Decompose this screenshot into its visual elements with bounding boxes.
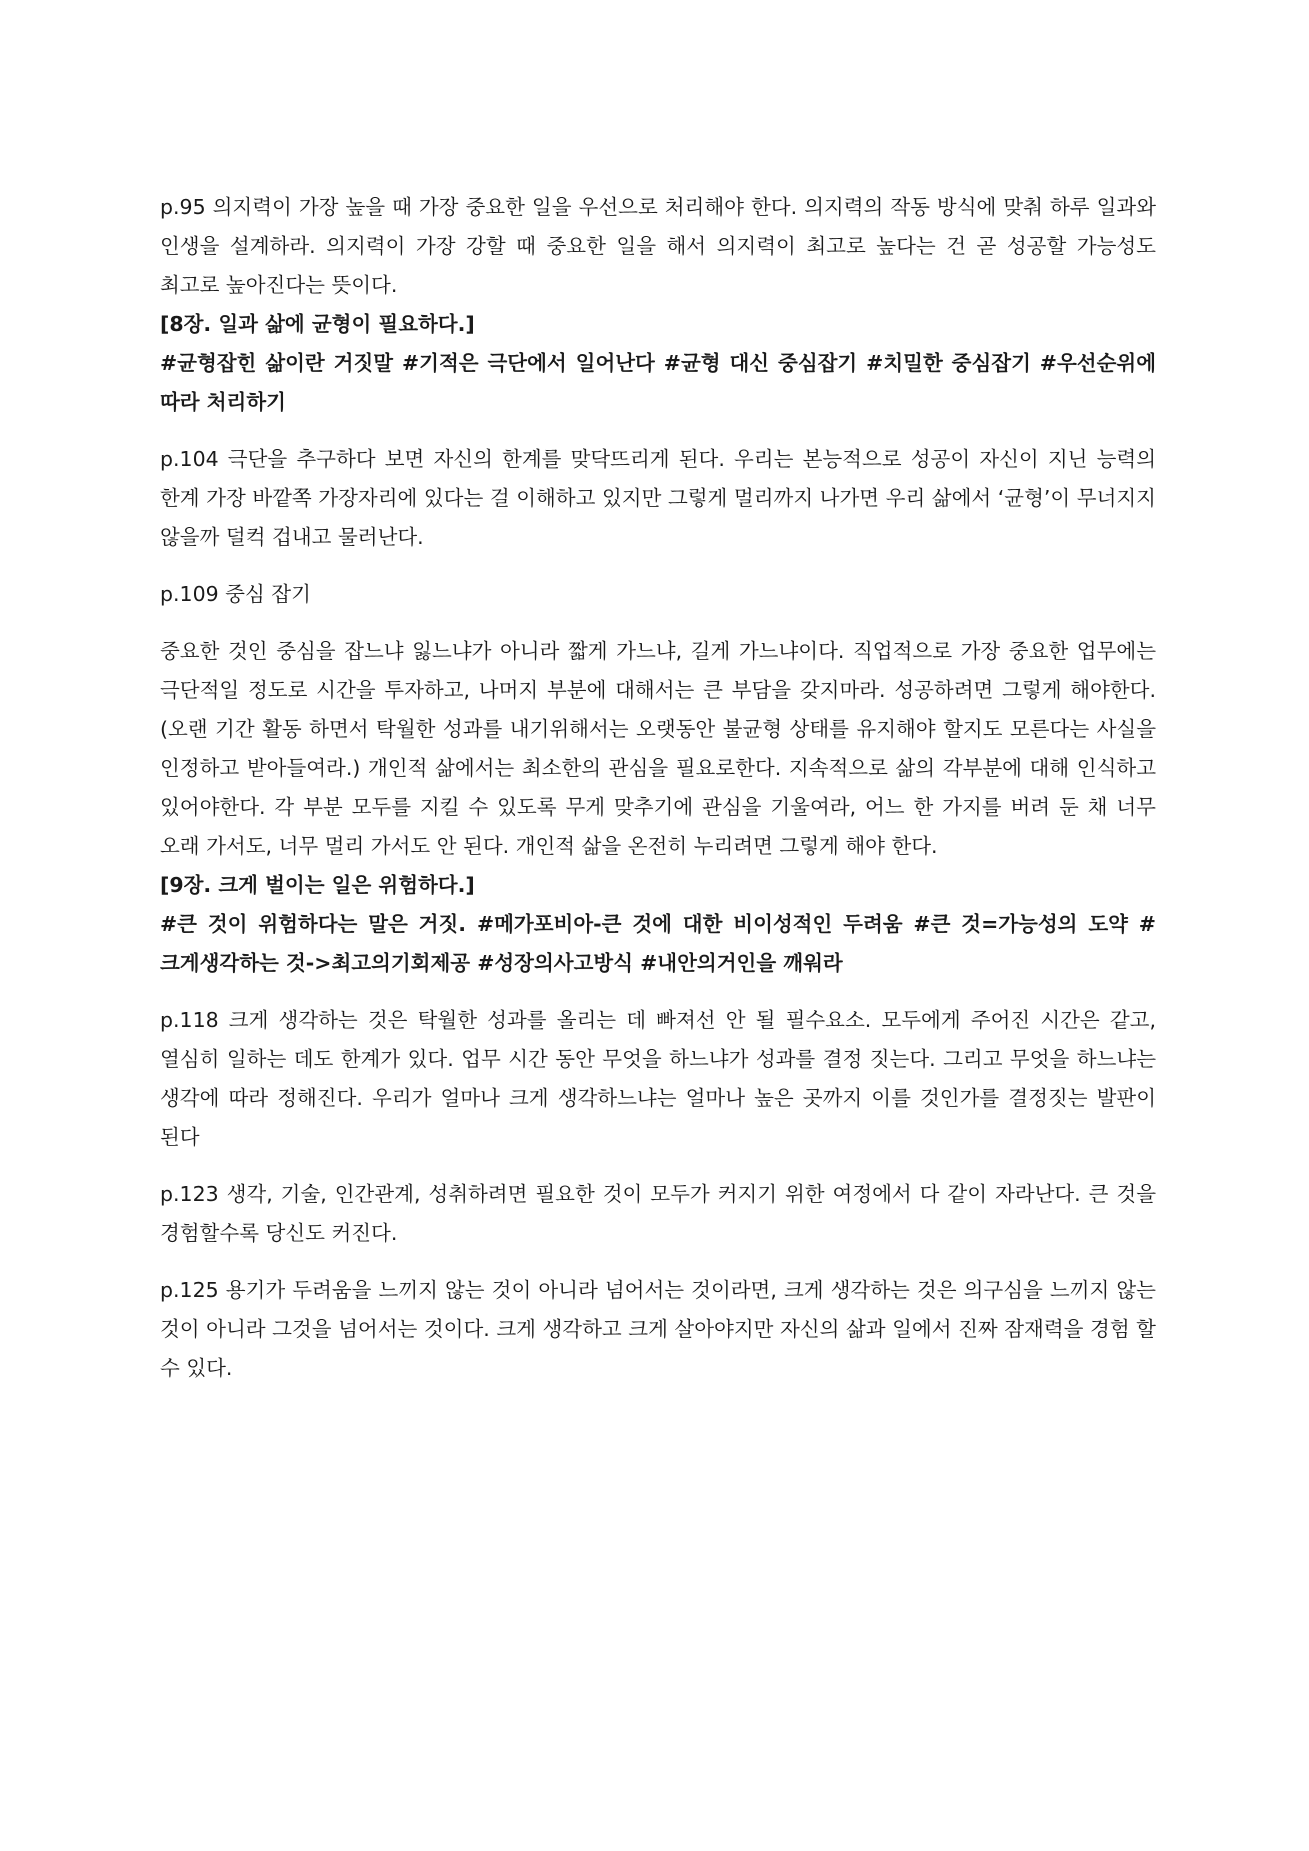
document-page — [160, 188, 1156, 1388]
paragraph-p109-body: 중요한 것인 중심을 잡느냐 잃느냐가 아니라 짧게 가느냐, 길게 가느냐이다. 직업적으로 가장 중요한 업무에는 극단적일 정도로 시간을 투자하고, 나머지 부분에 대해서는 큰 부담을 갖지마라. 성공하려면 그렇게 해야한다. (오랜 기간 활동 하면서 탁월한 성과를 내기위해서는 오랫동안 불균형 상태를 유지해야 할지도 모른다는 사실을 인정하고 받아들여라.) 개인적 삶에서는 최소한의 관심을 필요로한다. 지속적으로 삶의 각부분에 대해 인식하고 있어야한다. 각 부분 모두를 지킬 수 있도록 무게 맞추기에 관심을 기울여라, 어느 한 가지를 버려 둔 채 너무 오래 가서도, 너무 멀리 가서도 안 된다. 개인적 삶을 온전히 누리려면 그렇게 해야 한다. — [160, 639, 1156, 858]
chapter-9-hashtags: #큰 것이 위험하다는 말은 거짓. #메가포비아-큰 것에 대한 비이성적인 두려움 #큰 것=가능성의 도약 #크게생각하는 것->최고의기회제공 #성장의사고방식 #내안의거인을 깨워라 — [160, 912, 1156, 975]
paragraph-p109-heading: p.109 중심 잡기 — [160, 582, 311, 606]
paragraph-p95: p.95 의지력이 가장 높을 때 가장 중요한 일을 우선으로 처리해야 한다. 의지력의 작동 방식에 맞춰 하루 일과와 인생을 설계하라. 의지력이 가장 강할 때 중요한 일을 해서 의지력이 최고로 높다는 건 곧 성공할 가능성도 최고로 높아진다는 뜻이다. — [160, 195, 1156, 297]
paragraph-p123: p.123 생각, 기술, 인간관계, 성취하려면 필요한 것이 모두가 커지기 위한 여정에서 다 같이 자라난다. 큰 것을 경험할수록 당신도 커진다. — [160, 1182, 1156, 1245]
chapter-9-title: [9장. 크게 벌이는 일은 위험하다.] — [160, 873, 475, 897]
paragraph-p125: p.125 용기가 두려움을 느끼지 않는 것이 아니라 넘어서는 것이라면, 크게 생각하는 것은 의구심을 느끼지 않는 것이 아니라 그것을 넘어서는 것이다. 크게 생각하고 크게 살아야지만 자신의 삶과 일에서 진짜 잠재력을 경험 할 수 있다. — [160, 1278, 1156, 1380]
chapter-8-title: [8장. 일과 삶에 균형이 필요하다.] — [160, 312, 475, 336]
paragraph-p104: p.104 극단을 추구하다 보면 자신의 한계를 맞닥뜨리게 된다. 우리는 본능적으로 성공이 자신이 지닌 능력의 한계 가장 바깥쪽 가장자리에 있다는 걸 이해하고 있지만 그렇게 멀리까지 나가면 우리 삶에서 ‘균형’이 무너지지 않을까 덜컥 겁내고 물러난다. — [160, 447, 1156, 549]
paragraph-p118: p.118 크게 생각하는 것은 탁월한 성과를 올리는 데 빠져선 안 될 필수요소. 모두에게 주어진 시간은 같고, 열심히 일하는 데도 한계가 있다. 업무 시간 동안 무엇을 하느냐가 성과를 결정 짓는다. 그리고 무엇을 하느냐는 생각에 따라 정해진다. 우리가 얼마나 크게 생각하느냐는 얼마나 높은 곳까지 이를 것인가를 결정짓는 발판이 된다 — [160, 1008, 1156, 1149]
chapter-8-hashtags: #균형잡힌 삶이란 거짓말 #기적은 극단에서 일어난다 #균형 대신 중심잡기 #치밀한 중심잡기 #우선순위에 따라 처리하기 — [160, 351, 1156, 414]
